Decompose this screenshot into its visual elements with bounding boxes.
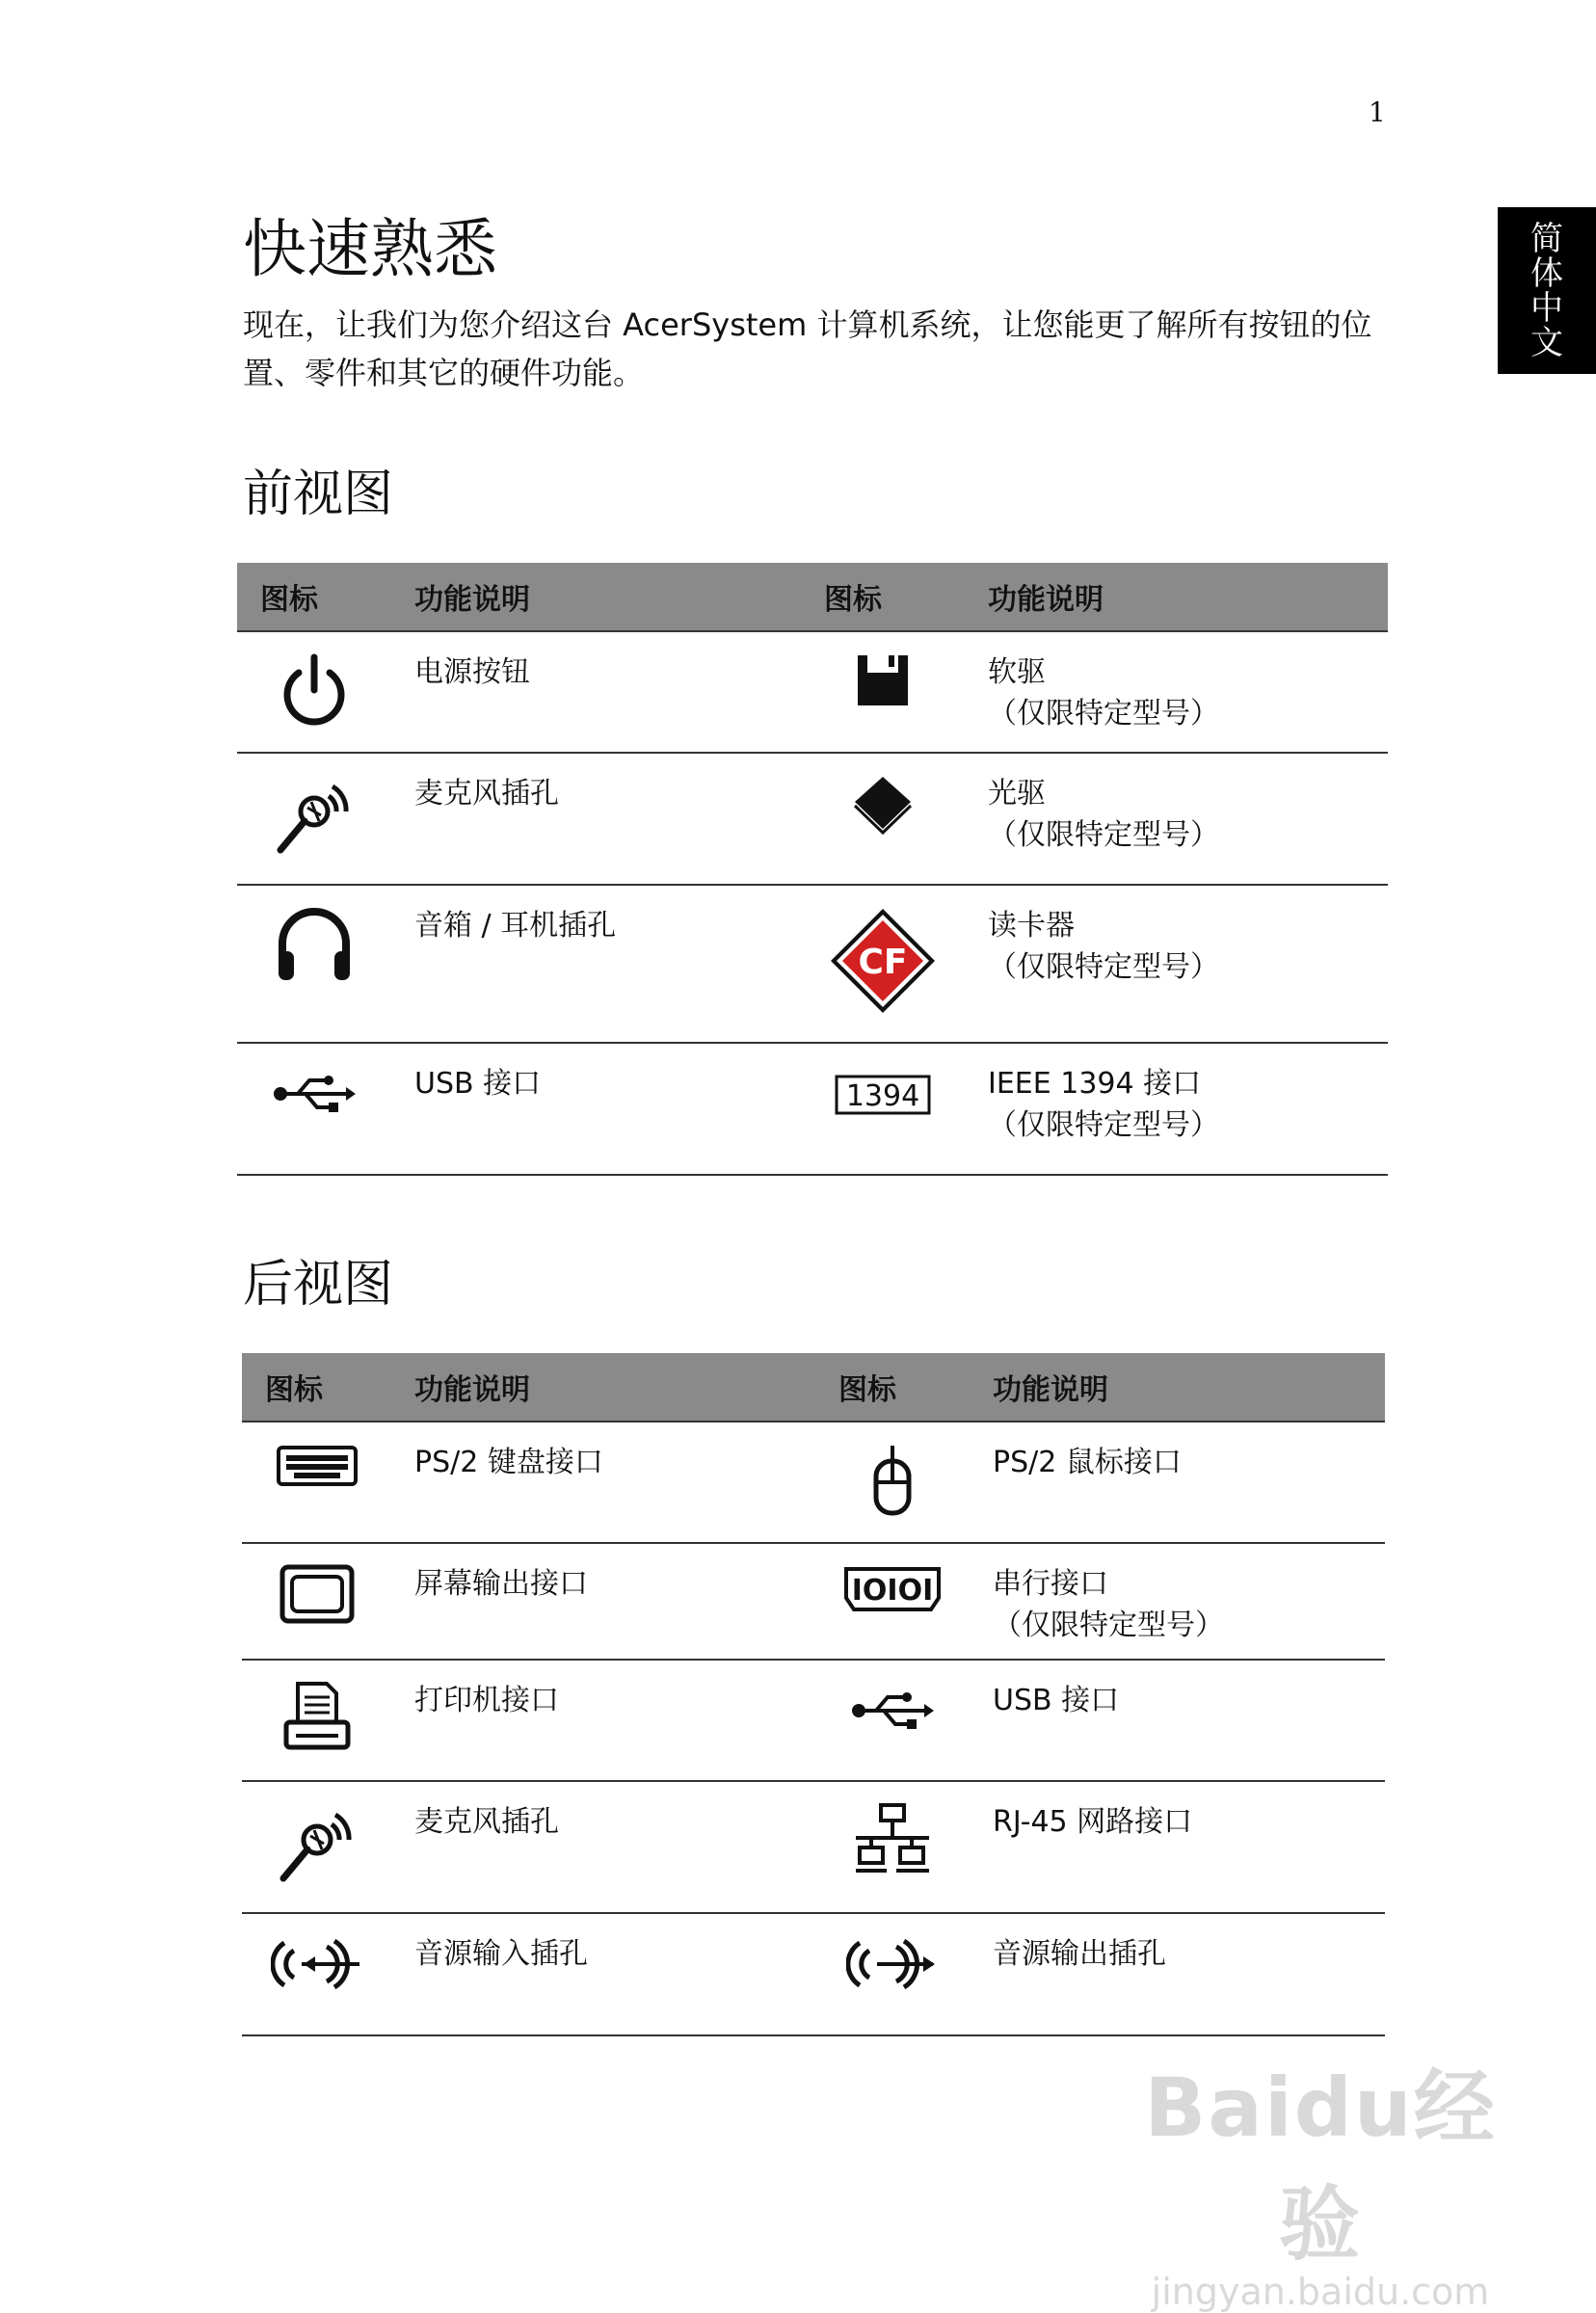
description-line: 屏幕输出接口: [414, 1567, 588, 1601]
header-icon: 图标: [242, 1353, 391, 1422]
mouse-icon: [868, 1442, 917, 1519]
cf-label: CF: [858, 943, 908, 982]
front-view-title: 前视图: [243, 465, 394, 523]
description-line: RJ-45 网路接口: [993, 1805, 1193, 1839]
table-header-row: [237, 563, 1388, 631]
description-line: 电源按钮: [414, 655, 530, 689]
usb-icon: [271, 1063, 358, 1121]
description-note: （仅限特定型号）: [988, 1108, 1219, 1142]
description-line: IEEE 1394 接口: [988, 1067, 1202, 1101]
table-row: [242, 1781, 1385, 1913]
page-number: 1: [1369, 96, 1386, 128]
description-line: 软驱: [988, 655, 1046, 689]
usb-icon: [849, 1680, 936, 1738]
floppy-icon: [854, 651, 912, 709]
description-line: PS/2 鼠标接口: [993, 1446, 1182, 1479]
description-line: 麦克风插孔: [414, 777, 559, 811]
language-tab: [1498, 207, 1596, 374]
intro-paragraph: 现在，让我们为您介绍这台 AcerSystem 计算机系统，让您能更了解所有按钮的位置、零件和其它的硬件功能。: [243, 306, 1372, 391]
front-view-table: [237, 563, 1388, 1176]
table-row: [242, 1660, 1385, 1781]
description-line: 光驱: [988, 777, 1046, 811]
ieee-label: 1394: [845, 1079, 920, 1113]
table-row: [242, 1913, 1385, 2035]
description-note: （仅限特定型号）: [988, 697, 1219, 731]
description-note: （仅限特定型号）: [988, 950, 1219, 984]
monitor-icon: [279, 1563, 356, 1625]
lang-tab-char: 体: [1530, 253, 1563, 293]
serial-port-icon: [842, 1563, 943, 1615]
power-icon: [276, 651, 353, 729]
description-line: PS/2 键盘接口: [414, 1446, 603, 1479]
cf-card-reader-icon: [827, 905, 939, 1017]
table-row: [242, 1422, 1385, 1543]
microphone-icon: [274, 1801, 360, 1888]
header-icon: 图标: [801, 563, 965, 631]
table-row: [242, 1543, 1385, 1660]
header-icon: 图标: [815, 1353, 970, 1422]
lang-tab-char: 中: [1530, 288, 1563, 328]
description-line: 串行接口: [993, 1567, 1108, 1601]
description-note: （仅限特定型号）: [993, 1608, 1224, 1642]
table-row: [237, 753, 1388, 885]
back-view-title: 后视图: [243, 1256, 394, 1314]
description-line: USB 接口: [993, 1684, 1120, 1717]
header-description: 功能说明: [391, 1353, 815, 1422]
description-line: 麦克风插孔: [414, 1805, 559, 1839]
keyboard-icon: [276, 1442, 359, 1490]
printer-icon: [282, 1680, 352, 1753]
table-row: [237, 885, 1388, 1043]
description-line: 打印机接口: [414, 1684, 559, 1717]
header-description: 功能说明: [391, 563, 801, 631]
microphone-icon: [271, 773, 358, 860]
header-description: 功能说明: [965, 563, 1388, 631]
header-icon: 图标: [237, 563, 391, 631]
audio-in-icon: [271, 1933, 363, 1995]
page-title: 快速熟悉: [243, 212, 497, 286]
back-view-table: [242, 1353, 1385, 2036]
optical-drive-icon: [851, 773, 915, 837]
description-line: 读卡器: [988, 909, 1075, 943]
description-line: USB 接口: [414, 1067, 542, 1101]
table-header-row: [242, 1353, 1385, 1422]
table-row: [237, 631, 1388, 753]
watermark-main: Baidu经验: [1144, 2060, 1497, 2272]
description-line: 音源输入插孔: [414, 1937, 588, 1971]
description-line: 音源输出插孔: [993, 1937, 1166, 1971]
headphones-icon: [273, 905, 356, 988]
audio-out-icon: [846, 1933, 939, 1995]
description-note: （仅限特定型号）: [988, 818, 1219, 852]
lang-tab-char: 简: [1530, 219, 1563, 258]
watermark-sub: jingyan.baidu.com: [1151, 2271, 1490, 2313]
serial-label: IOIOI: [851, 1574, 934, 1608]
description-line: 音箱 / 耳机插孔: [414, 909, 617, 943]
table-row: [237, 1043, 1388, 1175]
watermark: [1128, 2043, 1513, 2313]
network-icon: [852, 1801, 933, 1878]
ieee1394-icon: [833, 1063, 933, 1121]
header-description: 功能说明: [970, 1353, 1385, 1422]
lang-tab-char: 文: [1530, 323, 1563, 362]
